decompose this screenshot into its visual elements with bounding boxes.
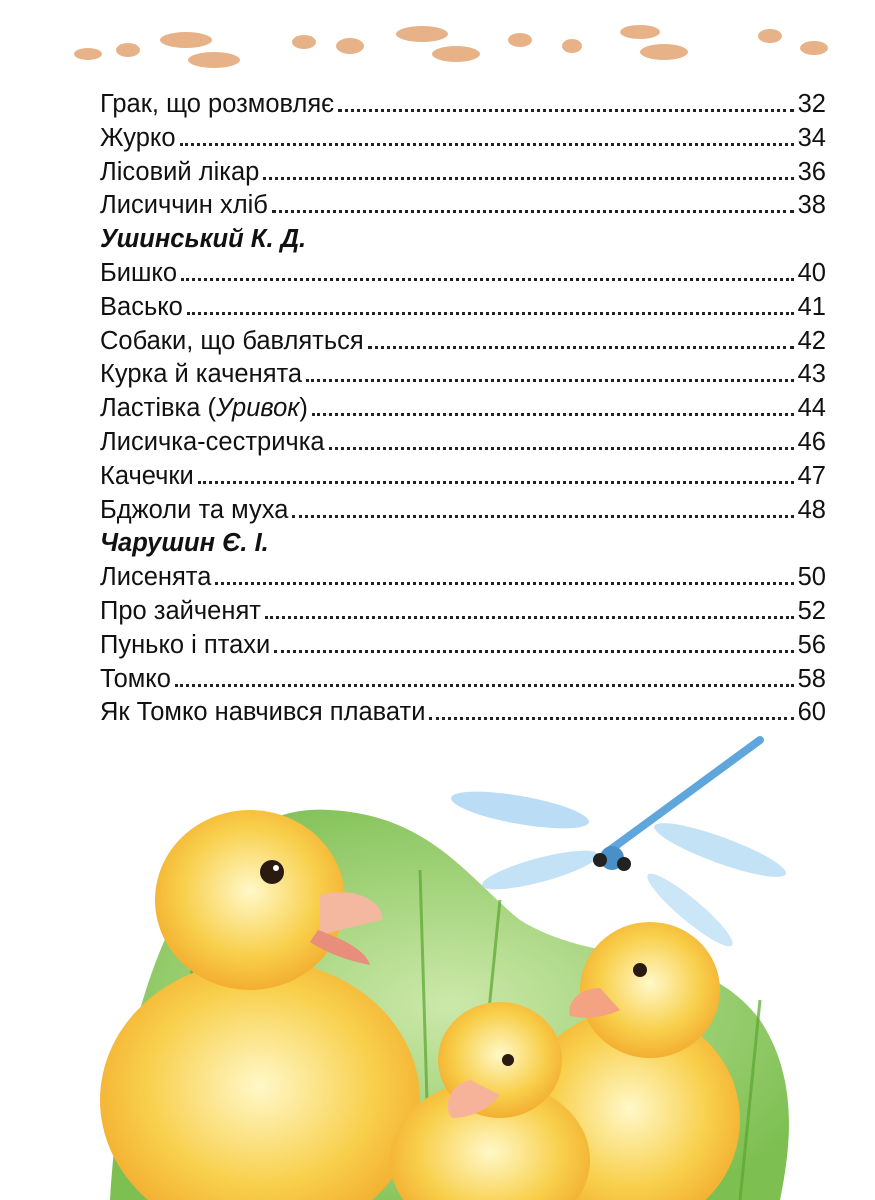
toc-dot-leader <box>265 616 794 619</box>
toc-entry[interactable] <box>100 494 826 528</box>
toc-entry-title-text: Ластівка ( <box>100 394 217 423</box>
toc-entry-title-text: Пунько і птахи <box>100 630 271 659</box>
toc-entry-title <box>100 392 308 426</box>
toc-dot-leader <box>180 143 794 146</box>
toc-page-number: 56 <box>797 630 826 659</box>
toc-entry[interactable] <box>100 156 826 190</box>
toc-entry-title <box>100 189 268 223</box>
toc-entry-title <box>100 494 288 528</box>
toc-page-number: 58 <box>797 664 826 693</box>
ducklings-illustration <box>0 720 875 1200</box>
pebble-border-decoration <box>0 0 875 80</box>
toc-entry[interactable] <box>100 629 826 663</box>
toc-page-number: 46 <box>797 427 826 456</box>
toc-entry[interactable] <box>100 291 826 325</box>
toc-entry[interactable] <box>100 595 826 629</box>
toc-entry-title <box>100 629 270 663</box>
toc-entry-title-text: Васько <box>100 292 183 321</box>
toc-entry[interactable] <box>100 460 826 494</box>
toc-dot-leader <box>306 379 794 382</box>
toc-page-number: 32 <box>797 90 826 118</box>
toc-dot-leader <box>338 109 793 112</box>
toc-entry[interactable] <box>100 561 826 595</box>
toc-dot-leader <box>368 346 794 349</box>
toc-page-number: 41 <box>797 292 826 321</box>
toc-entry-title <box>100 122 176 156</box>
toc-entry[interactable] <box>100 122 826 156</box>
toc-entry-title-text: Лісовий лікар <box>100 157 260 186</box>
toc-entry-title-text: Лисичка-сестричка <box>100 427 325 456</box>
toc-page-number: 36 <box>797 157 826 186</box>
toc-dot-leader <box>175 684 794 687</box>
toc-page-number: 60 <box>797 698 826 727</box>
toc-page-number: 34 <box>797 123 826 152</box>
toc-entry-title <box>100 561 211 595</box>
toc-entry-title-text: Журко <box>100 123 176 152</box>
toc-page-number: 50 <box>797 563 826 592</box>
toc-entry-title <box>100 257 177 291</box>
toc-entry[interactable] <box>100 88 826 122</box>
toc-page-number: 47 <box>797 461 826 490</box>
toc-page-number: 42 <box>797 326 826 355</box>
toc-page-number: 44 <box>797 394 826 423</box>
toc-entry-title-text: Лисиччин хліб <box>100 191 268 220</box>
toc-entry-title <box>100 156 259 190</box>
table-of-contents <box>100 88 826 730</box>
toc-author-heading: Чарушин Є. І. <box>100 529 269 558</box>
toc-entry-title-text: Томко <box>100 664 171 693</box>
toc-entry-title-suffix: ) <box>299 394 308 423</box>
toc-entry-title-italic: Уривок <box>216 394 300 423</box>
toc-entry-title-text: Про зайченят <box>100 596 261 625</box>
toc-entry-title-text: Лисенята <box>100 563 212 592</box>
toc-entry-title-text: Грак, що розмовляє <box>100 90 335 118</box>
toc-entry-title <box>100 663 171 697</box>
toc-author-heading: Ушинський К. Д. <box>100 225 307 254</box>
toc-entry[interactable] <box>100 325 826 359</box>
toc-entry-title-text: Курка й каченята <box>100 360 303 389</box>
toc-dot-leader <box>181 278 794 281</box>
toc-page-number: 43 <box>797 360 826 389</box>
toc-entry-title <box>100 88 334 122</box>
toc-dot-leader <box>272 210 794 213</box>
toc-entry[interactable] <box>100 663 826 697</box>
toc-dot-leader <box>312 413 794 416</box>
toc-entry-title <box>100 358 302 392</box>
toc-entry-title-text: Бджоли та муха <box>100 495 289 524</box>
toc-dot-leader <box>263 177 793 180</box>
toc-entry-title <box>100 325 364 359</box>
toc-dot-leader <box>198 481 794 484</box>
toc-entry-title-text: Як Томко навчився плавати <box>100 698 426 727</box>
toc-page-number: 52 <box>797 596 826 625</box>
toc-entry-title-text: Бишко <box>100 258 178 287</box>
toc-dot-leader <box>274 650 793 653</box>
toc-entry-title <box>100 291 183 325</box>
toc-entry[interactable] <box>100 426 826 460</box>
toc-entry-title-text: Качечки <box>100 461 194 490</box>
toc-entry[interactable] <box>100 358 826 392</box>
toc-dot-leader <box>215 582 793 585</box>
toc-entry[interactable] <box>100 392 826 426</box>
toc-entry[interactable] <box>100 189 826 223</box>
toc-page-number: 40 <box>797 258 826 287</box>
toc-dot-leader <box>187 312 794 315</box>
toc-entry-title <box>100 595 261 629</box>
toc-entry-title-text: Собаки, що бавляться <box>100 326 364 355</box>
toc-page-number: 38 <box>797 191 826 220</box>
toc-entry[interactable] <box>100 257 826 291</box>
toc-dot-leader <box>292 515 793 518</box>
toc-dot-leader <box>329 447 794 450</box>
toc-entry-title <box>100 426 325 460</box>
toc-page-number: 48 <box>797 495 826 524</box>
toc-entry-title <box>100 460 194 494</box>
